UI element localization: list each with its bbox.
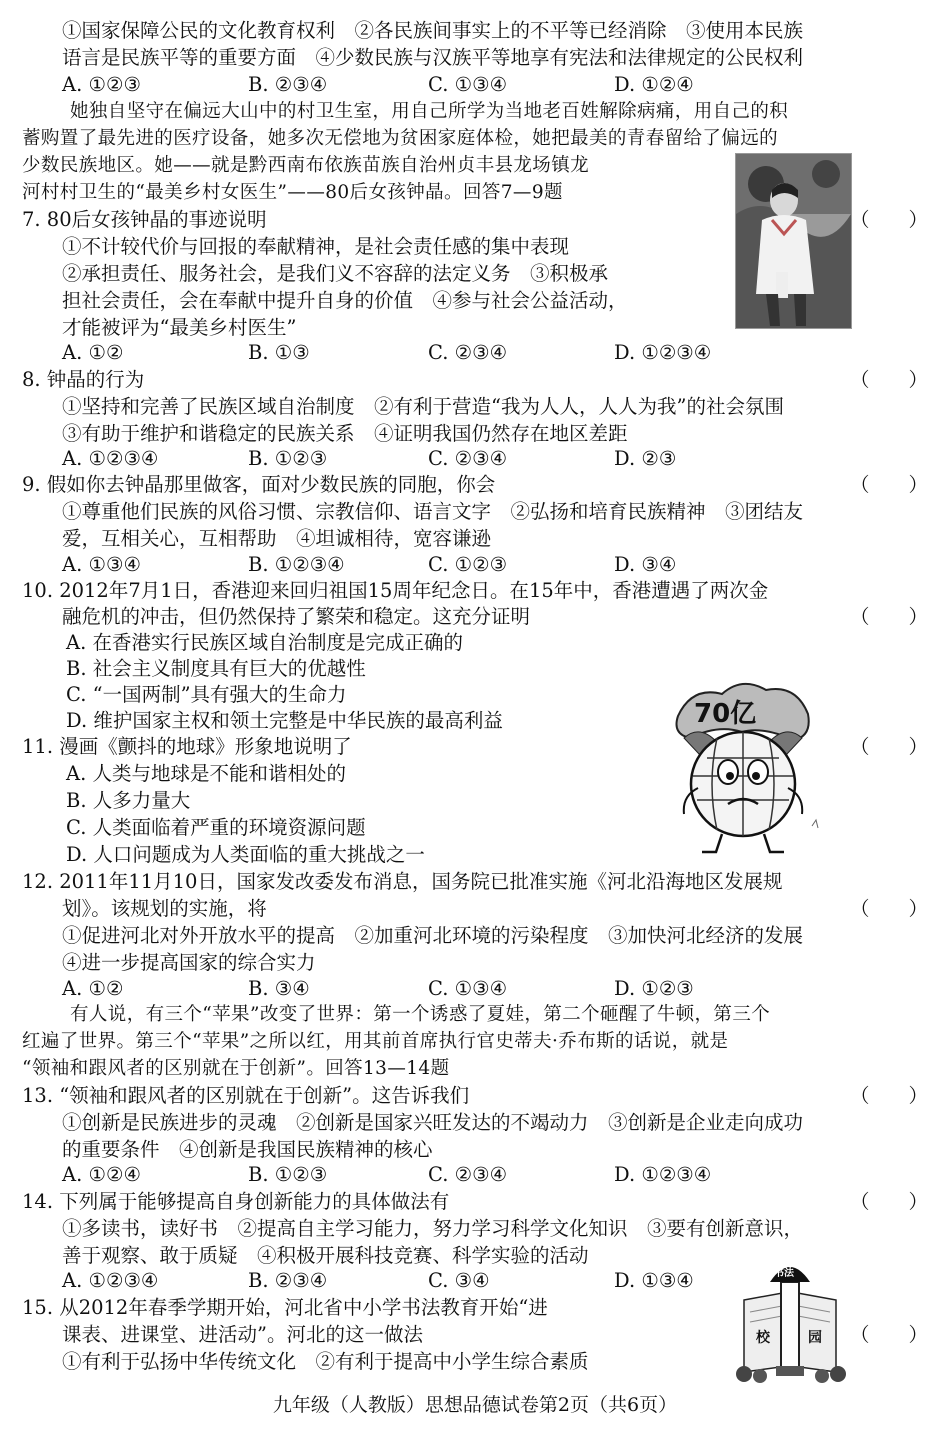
q7-choices	[62, 340, 922, 366]
shaking-earth-cartoon	[662, 676, 824, 856]
q15-stem-line-1: 15. 从2012年春季学期开始，河北省中小学书法教育开始“进	[22, 1296, 548, 1319]
q9-choice-d[interactable]: D. ③④	[614, 553, 677, 576]
q7-stem: 7. 80后女孩钟晶的事迹说明	[22, 208, 267, 231]
q7-statement-line-2: ②承担责任、服务社会，是我们义不容辞的法定义务 ③积极承	[62, 262, 609, 285]
q11-stem: 11. 漫画《颤抖的地球》形象地说明了	[22, 735, 352, 758]
q15-answer-blank[interactable]: （ ）	[849, 1323, 928, 1346]
q12-statement-line-2: ④进一步提高国家的综合实力	[62, 951, 316, 974]
q11-choice-b[interactable]: B. 人多力量大	[66, 789, 191, 812]
cartoon-label: 70亿	[694, 699, 757, 729]
passage-1-line-3: 少数民族地区。她——就是黔西南布依族苗族自治州贞丰县龙场镇龙	[22, 155, 590, 176]
q7-answer-blank[interactable]: （ ）	[849, 208, 928, 231]
q12-choice-c[interactable]: C. ①③④	[428, 977, 508, 1000]
q8-choices	[62, 446, 922, 472]
passage-2-line-1: 有人说，有三个“苹果”改变了世界：第一个诱惑了夏娃，第二个砸醒了牛顿，第三个	[70, 1004, 771, 1025]
q8-answer-blank[interactable]: （ ）	[849, 368, 928, 391]
q13-answer-blank[interactable]: （ ）	[849, 1084, 928, 1107]
q7-statement-line-4: 才能被评为“最美乡村医生”	[62, 316, 297, 339]
q12-choice-b[interactable]: B. ③④	[248, 977, 310, 1000]
q9-choices	[62, 552, 922, 578]
q10-stem-line-2: 融危机的冲击，但仍然保持了繁荣和稳定。这充分证明	[62, 605, 531, 628]
q14-choice-d[interactable]: D. ①③④	[614, 1269, 694, 1292]
q7-choice-b[interactable]: B. ①③	[248, 341, 310, 364]
q10-choice-c[interactable]: C. “一国两制”具有强大的生命力	[66, 683, 347, 706]
q8-choice-a[interactable]: A. ①②③④	[62, 447, 159, 470]
school-label-1: 校	[756, 1330, 770, 1346]
q10-choice-a[interactable]: A. 在香港实行民族区域自治制度是完成正确的	[66, 631, 463, 654]
q8-statement-line-2: ③有助于维护和谐稳定的民族关系 ④证明我国仍然存在地区差距	[62, 422, 628, 445]
q14-choice-c[interactable]: C. ③④	[428, 1269, 490, 1292]
q13-statement-line-1: ①创新是民族进步的灵魂 ②创新是国家兴旺发达的不竭动力 ③创新是企业走向成功	[62, 1111, 804, 1134]
q10-choice-d[interactable]: D. 维护国家主权和领土完整是中华民族的最高利益	[66, 709, 503, 732]
q6-option-line-2: 语言是民族平等的重要方面 ④少数民族与汉族平等地享有宪法和法律规定的公民权利	[62, 46, 804, 69]
q6-option-line-1: ①国家保障公民的文化教育权利 ②各民族间事实上的不平等已经消除 ③使用本民族	[62, 19, 804, 42]
passage-1-line-4: 河村村卫生的“最美乡村女医生”——80后女孩钟晶。回答7—9题	[22, 182, 563, 203]
q13-stem: 13. “领袖和跟风者的区别就在于创新”。这告诉我们	[22, 1084, 470, 1107]
q6-choices	[62, 72, 922, 98]
passage-2-line-2: 红遍了世界。第三个“苹果”之所以红，用其前首席执行官史蒂夫·乔布斯的话说，就是	[22, 1031, 729, 1052]
q8-statement-line-1: ①坚持和完善了民族区域自治制度 ②有利于营造“我为人人，人人为我”的社会氛围	[62, 395, 784, 418]
q12-answer-blank[interactable]: （ ）	[849, 897, 928, 920]
q13-statement-line-2: 的重要条件 ④创新是我国民族精神的核心	[62, 1138, 433, 1161]
q12-stem-line-2: 划》。该规划的实施，将	[62, 897, 267, 920]
q7-statement-line-1: ①不计较代价与回报的奉献精神，是社会责任感的集中表现	[62, 235, 570, 258]
q9-choice-b[interactable]: B. ①②③④	[248, 553, 345, 576]
shaking-earth-icon	[662, 676, 824, 856]
q14-statement-line-1: ①多读书，读好书 ②提高自主学习能力，努力学习科学文化知识 ③要有创新意识，	[62, 1217, 804, 1240]
passage-1-line-2: 蓄购置了最先进的医疗设备，她多次无偿地为贫困家庭体检，她把最美的青春留给了偏远的	[22, 128, 779, 149]
q10-answer-blank[interactable]: （ ）	[849, 605, 928, 628]
q6-choice-c[interactable]: C. ①③④	[428, 73, 508, 96]
brush-label: 书法	[774, 1268, 794, 1279]
q6-choice-a[interactable]: A. ①②③	[62, 73, 141, 96]
calligraphy-school-cartoon	[730, 1256, 850, 1384]
q11-choice-d[interactable]: D. 人口问题成为人类面临的重大挑战之一	[66, 843, 425, 866]
q14-choice-b[interactable]: B. ②③④	[248, 1269, 328, 1292]
q14-statement-line-2: 善于观察、敢于质疑 ④积极开展科技竞赛、科学实验的活动	[62, 1244, 589, 1267]
village-doctor-photo-icon	[736, 154, 851, 328]
q9-statement-line-1: ①尊重他们民族的风俗习惯、宗教信仰、语言文字 ②弘扬和培育民族精神 ③团结友	[62, 500, 804, 523]
q9-stem: 9. 假如你去钟晶那里做客，面对少数民族的同胞，你会	[22, 473, 496, 496]
page-footer: 九年级（人教版）思想品德试卷第2页（共6页）	[272, 1394, 678, 1416]
school-label-2: 园	[808, 1330, 822, 1346]
q13-choice-b[interactable]: B. ①②③	[248, 1163, 328, 1186]
q10-stem-line-1: 10. 2012年7月1日，香港迎来回归祖国15周年纪念日。在15年中，香港遭遇了两次金	[22, 579, 769, 602]
q6-choice-d[interactable]: D. ①②④	[614, 73, 694, 96]
q14-choice-a[interactable]: A. ①②③④	[62, 1269, 159, 1292]
q11-answer-blank[interactable]: （ ）	[849, 735, 928, 758]
passage-1-line-1: 她独自坚守在偏远大山中的村卫生室，用自己所学为当地老百姓解除病痛，用自己的积	[70, 101, 789, 122]
q12-stem-line-1: 12. 2011年11月10日，国家发改委发布消息，国务院已批准实施《河北沿海地区发展规	[22, 870, 783, 893]
q8-stem: 8. 钟晶的行为	[22, 368, 145, 391]
q11-choice-c[interactable]: C. 人类面临着严重的环境资源问题	[66, 816, 366, 839]
q13-choice-c[interactable]: C. ②③④	[428, 1163, 508, 1186]
passage-2-line-3: “领袖和跟风者的区别就在于创新”。回答13—14题	[22, 1058, 450, 1079]
q8-choice-c[interactable]: C. ②③④	[428, 447, 508, 470]
q9-answer-blank[interactable]: （ ）	[849, 473, 928, 496]
q12-choices	[62, 976, 922, 1002]
q12-choice-d[interactable]: D. ①②③	[614, 977, 694, 1000]
q7-choice-c[interactable]: C. ②③④	[428, 341, 508, 364]
calligraphy-brush-icon	[730, 1256, 850, 1384]
q11-choice-a[interactable]: A. 人类与地球是不能和谐相处的	[66, 762, 346, 785]
q7-choice-a[interactable]: A. ①②	[62, 341, 124, 364]
q10-choice-b[interactable]: B. 社会主义制度具有巨大的优越性	[66, 657, 366, 680]
q14-answer-blank[interactable]: （ ）	[849, 1190, 928, 1213]
q9-choice-c[interactable]: C. ①②③	[428, 553, 508, 576]
q15-statement-line-1: ①有利于弘扬中华传统文化 ②有利于提高中小学生综合素质	[62, 1350, 589, 1373]
q15-stem-line-2: 课表、进课堂、进活动”。河北的这一做法	[62, 1323, 423, 1346]
q13-choice-a[interactable]: A. ①②④	[62, 1163, 141, 1186]
q12-choice-a[interactable]: A. ①②	[62, 977, 124, 1000]
q9-statement-line-2: 爱，互相关心，互相帮助 ④坦诚相待，宽容谦逊	[62, 527, 492, 550]
q7-choice-d[interactable]: D. ①②③④	[614, 341, 712, 364]
q13-choices	[62, 1162, 922, 1188]
q12-statement-line-1: ①促进河北对外开放水平的提高 ②加重河北环境的污染程度 ③加快河北经济的发展	[62, 924, 804, 947]
village-doctor-photo	[735, 153, 852, 329]
q7-statement-line-3: 担社会责任，会在奉献中提升自身的价值 ④参与社会公益活动，	[62, 289, 628, 312]
q9-choice-a[interactable]: A. ①③④	[62, 553, 141, 576]
q13-choice-d[interactable]: D. ①②③④	[614, 1163, 712, 1186]
q14-stem: 14. 下列属于能够提高自身创新能力的具体做法有	[22, 1190, 450, 1213]
q8-choice-d[interactable]: D. ②③	[614, 447, 677, 470]
q6-choice-b[interactable]: B. ②③④	[248, 73, 328, 96]
q8-choice-b[interactable]: B. ①②③	[248, 447, 328, 470]
